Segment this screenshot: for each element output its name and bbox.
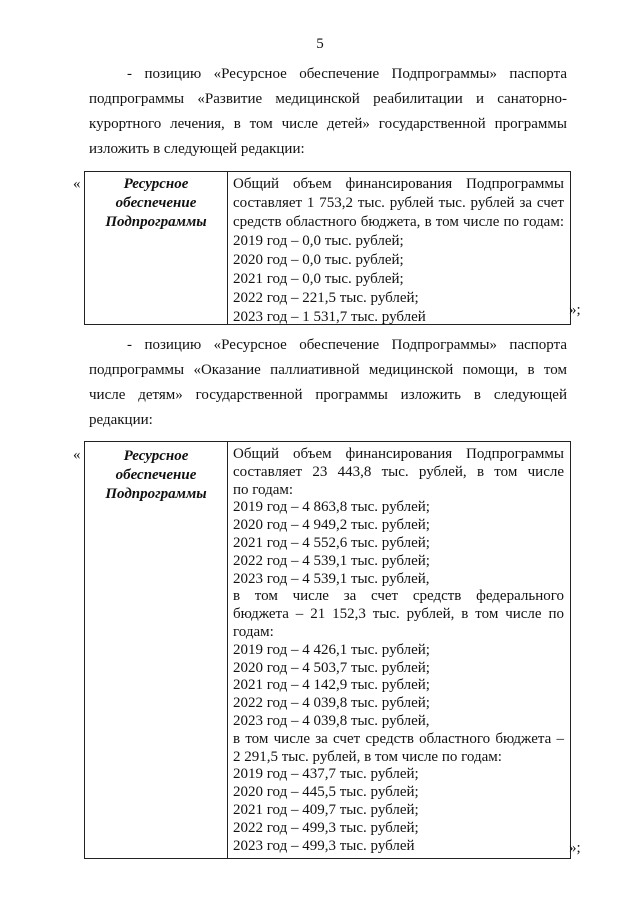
page-number: 5 [316, 36, 324, 52]
table-value-line: 2019 год – 437,7 тыс. рублей; [233, 766, 419, 783]
table-value-line: 2022 год – 4 539,1 тыс. рублей; [233, 552, 430, 569]
table-value-line: 2022 год – 499,3 тыс. рублей; [233, 819, 419, 836]
table-label-line: обеспечение [115, 195, 197, 211]
table-value-line: 2020 год – 4 503,7 тыс. рублей; [233, 659, 430, 676]
section2-intro [89, 333, 567, 433]
table-value-line: бюджета – 21 152,3 тыс. рублей, в том числе по [233, 606, 564, 623]
table-label-line: Ресурсное [123, 176, 189, 192]
table-value-line: средств областного бюджета, в том числе по годам: [233, 214, 564, 230]
table-value-line: 2020 год – 4 949,2 тыс. рублей; [233, 517, 430, 534]
section2-table [84, 441, 571, 859]
section2-intro-line: редакции: [89, 412, 153, 428]
section2-close-quote: »; [569, 840, 581, 856]
section2-open-quote: « [73, 447, 81, 463]
section1-intro-line: курортного лечения, в том числе детей» государственной программы [89, 116, 567, 132]
section1-intro-line: подпрограммы «Развитие медицинской реабилитации и санаторно- [89, 91, 567, 107]
table-value-line: 2 291,5 тыс. рублей, в том числе по годам: [233, 748, 502, 765]
table-value-line: составляет 23 443,8 тыс. рублей, в том числе [233, 463, 564, 480]
section1-table [84, 171, 571, 325]
table-value-line: в том числе за счет средств областного бюджета – [233, 730, 564, 747]
table-value-line: 2021 год – 4 142,9 тыс. рублей; [233, 677, 430, 694]
table-value-line: по годам: [233, 481, 294, 498]
section1-intro-line: - позицию «Ресурсное обеспечение Подпрограммы» паспорта [127, 66, 567, 82]
table-value-line: 2021 год – 409,7 тыс. рублей; [233, 801, 419, 818]
table-label-line: Подпрограммы [105, 214, 207, 230]
table-value-line: 2019 год – 0,0 тыс. рублей; [233, 233, 404, 249]
table-label-line: обеспечение [115, 467, 197, 483]
table-value-line: 2023 год – 4 039,8 тыс. рублей, [233, 712, 430, 729]
table-value-line: 2019 год – 4 426,1 тыс. рублей; [233, 641, 430, 658]
section1-open-quote: « [73, 176, 81, 192]
table-value-line: составляет 1 753,2 тыс. рублей тыс. рублей за счет [233, 195, 564, 211]
table-value-line: 2023 год – 4 539,1 тыс. рублей, [233, 570, 430, 587]
section1-intro [89, 62, 567, 162]
table-value-line: 2021 год – 0,0 тыс. рублей; [233, 271, 404, 287]
table-label-line: Подпрограммы [105, 486, 207, 502]
table-value-line: 2022 год – 221,5 тыс. рублей; [233, 290, 419, 306]
section1-table-value-cell [228, 172, 570, 324]
table-value-line: годам: [233, 623, 274, 640]
table-label-line: Ресурсное [123, 448, 189, 464]
section1-table-label-cell [85, 172, 228, 324]
table-value-line: 2023 год – 1 531,7 тыс. рублей [233, 309, 426, 325]
table-value-line: Общий объем финансирования Подпрограммы [233, 446, 564, 462]
section2-table-label-cell [85, 442, 228, 858]
table-value-line: 2022 год – 4 039,8 тыс. рублей; [233, 695, 430, 712]
table-value-line: 2019 год – 4 863,8 тыс. рублей; [233, 499, 430, 516]
section1-intro-line: изложить в следующей редакции: [89, 141, 305, 157]
section2-table-value-cell [228, 442, 570, 858]
section1-close-quote: »; [569, 302, 581, 318]
table-value-line: Общий объем финансирования Подпрограммы [233, 176, 564, 192]
table-value-line: в том числе за счет средств федерального [233, 588, 564, 605]
table-value-line: 2020 год – 445,5 тыс. рублей; [233, 784, 419, 801]
section2-intro-line: подпрограммы «Оказание паллиативной медицинской помощи, в том [89, 362, 567, 378]
table-value-line: 2023 год – 499,3 тыс. рублей [233, 837, 415, 854]
section2-intro-line: - позицию «Ресурсное обеспечение Подпрограммы» паспорта [127, 337, 567, 353]
table-value-line: 2020 год – 0,0 тыс. рублей; [233, 252, 404, 268]
table-value-line: 2021 год – 4 552,6 тыс. рублей; [233, 534, 430, 551]
section2-intro-line: числе детям» государственной программы изложить в следующей [89, 387, 567, 403]
